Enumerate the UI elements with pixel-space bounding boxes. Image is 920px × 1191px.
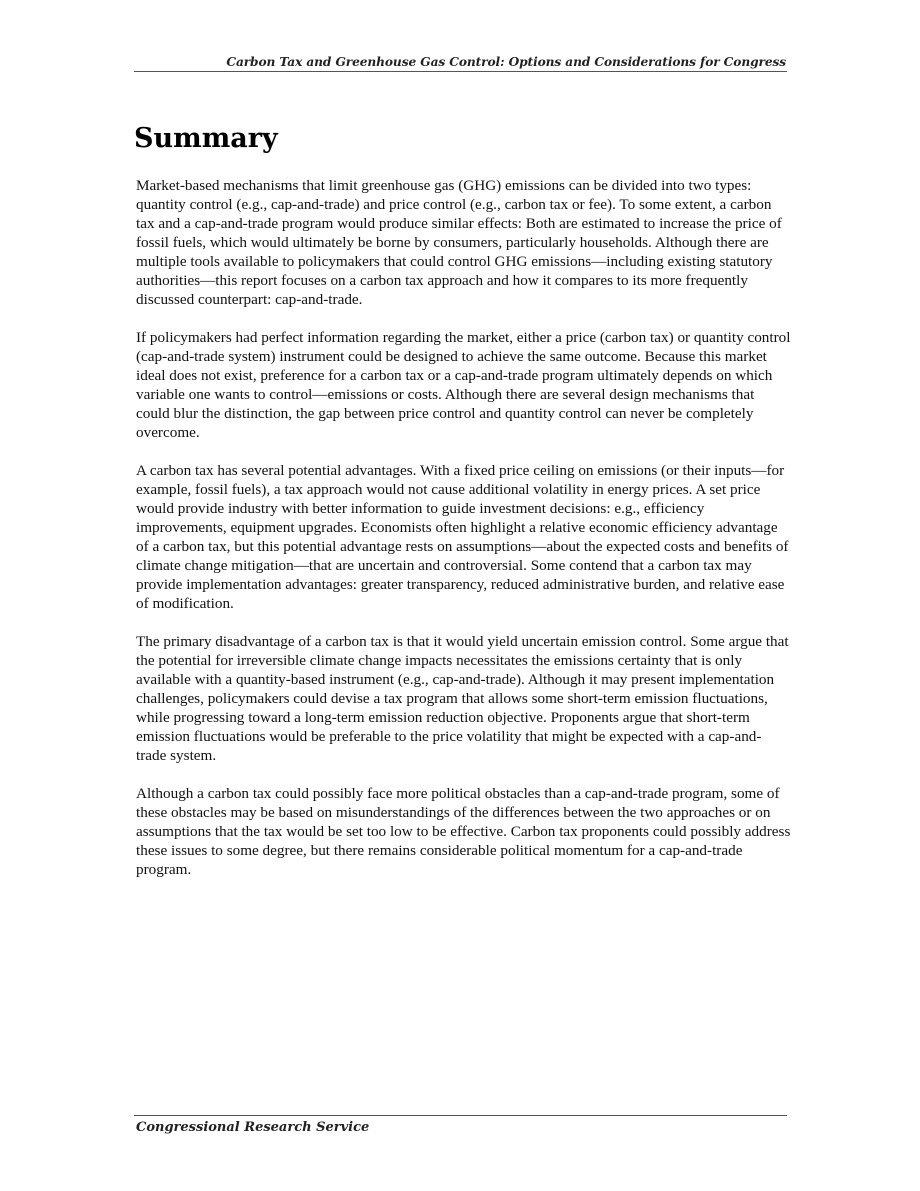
summary-body bbox=[136, 176, 791, 898]
summary-paragraph-4: The primary disadvantage of a carbon tax is that it would yield uncertain emission control. Some argue that the potential for irreversible climate change impacts necessitates the emissions certainty that is only available with a quantity-based instrument (e.g., cap-and-trade). Although it may present implementation challenges, policymakers could devise a tax program that allows some short-term emission fluctuations, while progressing toward a long-term emission reduction objective. Proponents argue that short-term emission fluctuations would be preferable to the price volatility that might be expected with a cap-and-trade system. bbox=[136, 633, 789, 764]
running-header-title: Carbon Tax and Greenhouse Gas Control: Options and Considerations for Congress bbox=[226, 55, 786, 69]
summary-paragraph-5: Although a carbon tax could possibly face more political obstacles than a cap-and-trade program, some of these obstacles may be based on misunderstandings of the differences between the two approaches or on assumptions that the tax would be set too low to be effective. Carbon tax proponents could possibly address these issues to some degree, but there remains considerable political momentum for a cap-and-trade program. bbox=[136, 785, 791, 878]
summary-paragraph-1: Market-based mechanisms that limit greenhouse gas (GHG) emissions can be divided into two types: quantity control (e.g., cap-and-trade) and price control (e.g., carbon tax or fee). To some extent, a carbon tax and a cap-and-trade program would produce similar effects: Both are estimated to increase the price of fossil fuels, which would ultimately be borne by consumers, particularly households. Although there are multiple tools available to policymakers that could control GHG emissions—including existing statutory authorities—this report focuses on a carbon tax approach and how it compares to its more frequently discussed counterpart: cap-and-trade. bbox=[136, 177, 782, 308]
summary-paragraph-2: If policymakers had perfect information regarding the market, either a price (carbon tax) or quantity control (cap-and-trade system) instrument could be designed to achieve the same outcome. Because this market ideal does not exist, preference for a carbon tax or a cap-and-trade program ultimately depends on which variable one wants to control—emissions or costs. Although there are several design mechanisms that could blur the distinction, the gap between price control and quantity control can never be completely overcome. bbox=[136, 329, 791, 441]
page-title: Summary bbox=[134, 123, 278, 154]
footer-divider bbox=[134, 1115, 787, 1116]
header-divider bbox=[134, 71, 787, 72]
summary-paragraph-3: A carbon tax has several potential advantages. With a fixed price ceiling on emissions (or their inputs—for example, fossil fuels), a tax approach would not cause additional volatility in energy prices. A set price would provide industry with better information to guide investment decisions: e.g., efficiency improvements, equipment upgrades. Economists often highlight a relative economic efficiency advantage of a carbon tax, but this potential advantage rests on assumptions—about the expected costs and benefits of climate change mitigation—that are uncertain and controversial. Some contend that a carbon tax may provide implementation advantages: greater transparency, reduced administrative burden, and relative ease of modification. bbox=[136, 462, 789, 612]
running-footer-organization: Congressional Research Service bbox=[136, 1120, 370, 1135]
